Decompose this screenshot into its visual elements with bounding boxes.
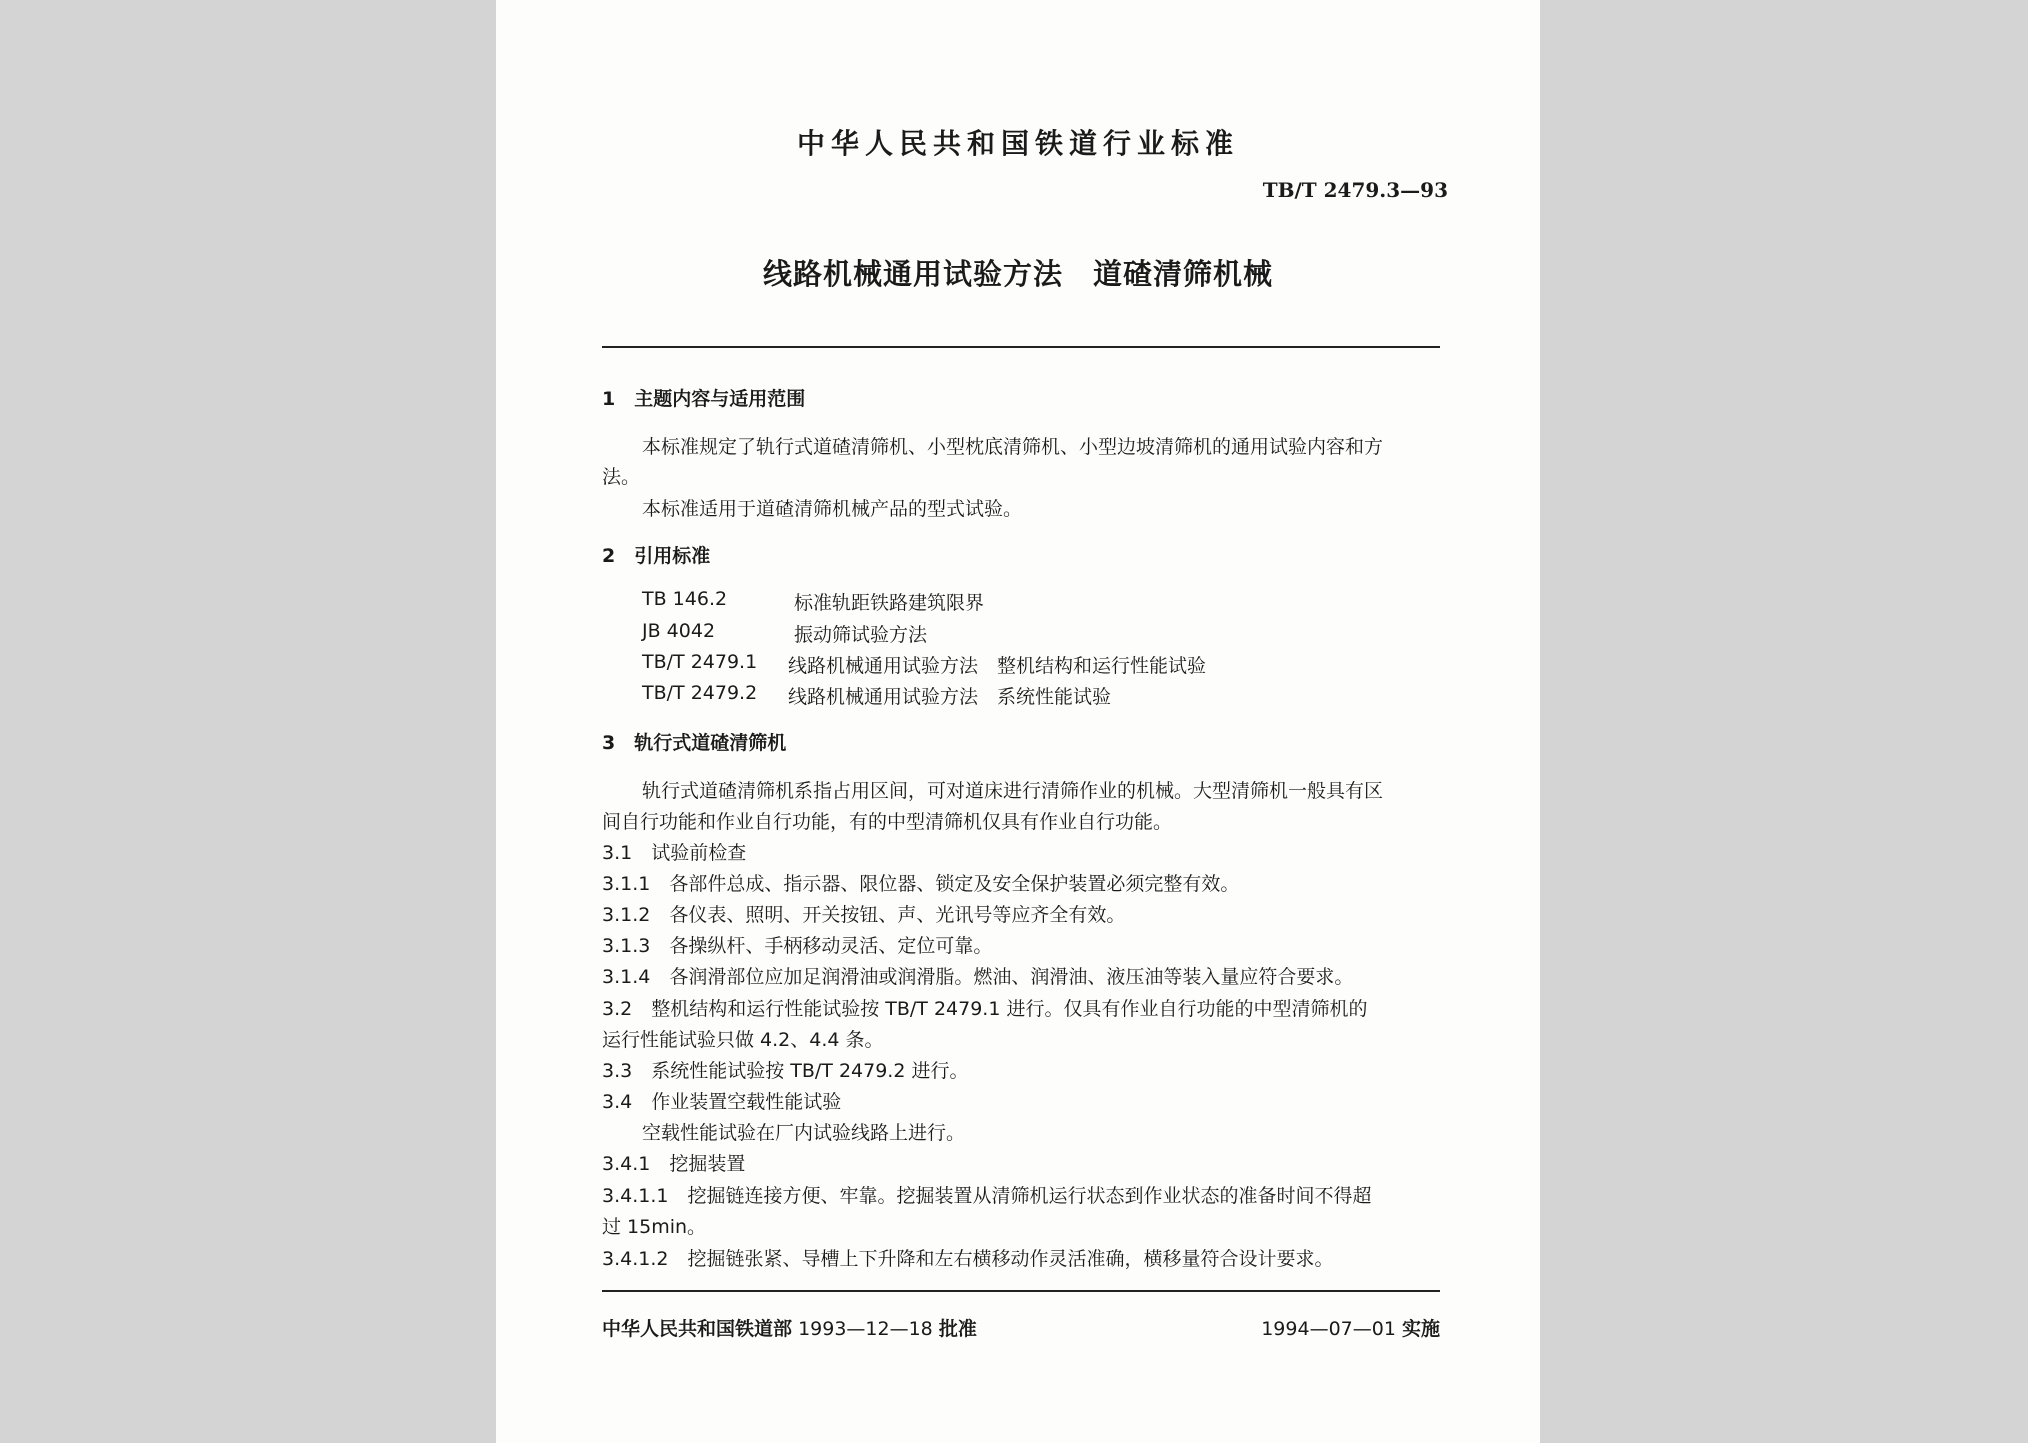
standard-code: TB/T 2479.3—93 [1262, 178, 1448, 202]
clause-3-4-1-1-line-1: 3.4.1.1 挖掘链连接方便、牢靠。挖掘装置从清筛机运行状态到作业状态的准备时间不得超 [602, 1185, 1372, 1207]
title-part-1: 线路机械通用试验方法 [762, 257, 1063, 291]
clause-3-1-2: 3.1.2 各仪表、照明、开关按钮、声、光讯号等应齐全有效。 [602, 904, 1126, 926]
ref-3-code: TB/T 2479.1 [642, 651, 758, 673]
clause-3-4-1-1-line-2: 过 15min。 [602, 1216, 707, 1238]
clause-3-4-1: 3.4.1 挖掘装置 [602, 1153, 746, 1175]
clause-3-1-1: 3.1.1 各部件总成、指示器、限位器、锁定及安全保护装置必须完整有效。 [602, 873, 1240, 895]
ref-4-code: TB/T 2479.2 [642, 682, 758, 704]
clause-3-2-line-2: 运行性能试验只做 4.2、4.4 条。 [602, 1029, 884, 1051]
section-1-para-1-line-1: 本标准规定了轨行式道碴清筛机、小型枕底清筛机、小型边坡清筛机的通用试验内容和方 [642, 436, 1384, 458]
ref-3-title: 线路机械通用试验方法 整机结构和运行性能试验 [788, 655, 1207, 677]
section-2-heading: 2 引用标准 [602, 545, 711, 567]
approval-line [602, 1314, 977, 1341]
section-3-heading: 3 轨行式道碴清筛机 [602, 732, 787, 754]
clause-3-1-3: 3.1.3 各操纵杆、手柄移动灵活、定位可靠。 [602, 935, 993, 957]
document-title [496, 252, 1540, 293]
clause-3-2-line-1: 3.2 整机结构和运行性能试验按 TB/T 2479.1 进行。仅具有作业自行功能的中型清筛机的 [602, 998, 1368, 1020]
header-divider [602, 346, 1440, 348]
section-3-intro-line-2: 间自行功能和作业自行功能，有的中型清筛机仅具有作业自行功能。 [602, 811, 1173, 833]
ref-1-title: 标准轨距铁路建筑限界 [794, 592, 985, 614]
effective-date: 1994—07—01 [1261, 1318, 1396, 1340]
document-page [496, 0, 1540, 1443]
section-3-intro-line-1: 轨行式道碴清筛机系指占用区间，可对道床进行清筛作业的机械。大型清筛机一般具有区 [642, 780, 1384, 802]
approval-label: 批准 [938, 1318, 977, 1340]
ref-1-code: TB 146.2 [642, 588, 728, 610]
clause-3-4-1-2: 3.4.1.2 挖掘链张紧、导槽上下升降和左右横移动作灵活准确，横移量符合设计要求。 [602, 1248, 1334, 1270]
ref-4-title: 线路机械通用试验方法 系统性能试验 [788, 686, 1112, 708]
effective-line [1261, 1314, 1440, 1341]
approval-date: 1993—12—18 [798, 1318, 933, 1340]
clause-3-4-text: 空载性能试验在厂内试验线路上进行。 [642, 1122, 966, 1144]
title-part-2: 道碴清筛机械 [1093, 257, 1274, 291]
ref-2-title: 振动筛试验方法 [794, 624, 928, 646]
footer-divider [602, 1290, 1440, 1292]
issuing-organization: 中华人民共和国铁道行业标准 [796, 127, 1239, 160]
section-1-para-1-line-2: 法。 [602, 466, 641, 488]
ref-2-code: JB 4042 [642, 620, 716, 642]
clause-3-4: 3.4 作业装置空载性能试验 [602, 1091, 842, 1113]
clause-3-1-4: 3.1.4 各润滑部位应加足润滑油或润滑脂。燃油、润滑油、液压油等装入量应符合要求。 [602, 966, 1354, 988]
clause-3-1: 3.1 试验前检查 [602, 842, 747, 864]
section-1-para-2: 本标准适用于道碴清筛机械产品的型式试验。 [642, 498, 1023, 520]
issuer: 中华人民共和国铁道部 [602, 1318, 793, 1340]
clause-3-3: 3.3 系统性能试验按 TB/T 2479.2 进行。 [602, 1060, 969, 1082]
effective-label: 实施 [1401, 1318, 1440, 1340]
section-1-heading: 1 主题内容与适用范围 [602, 388, 806, 410]
